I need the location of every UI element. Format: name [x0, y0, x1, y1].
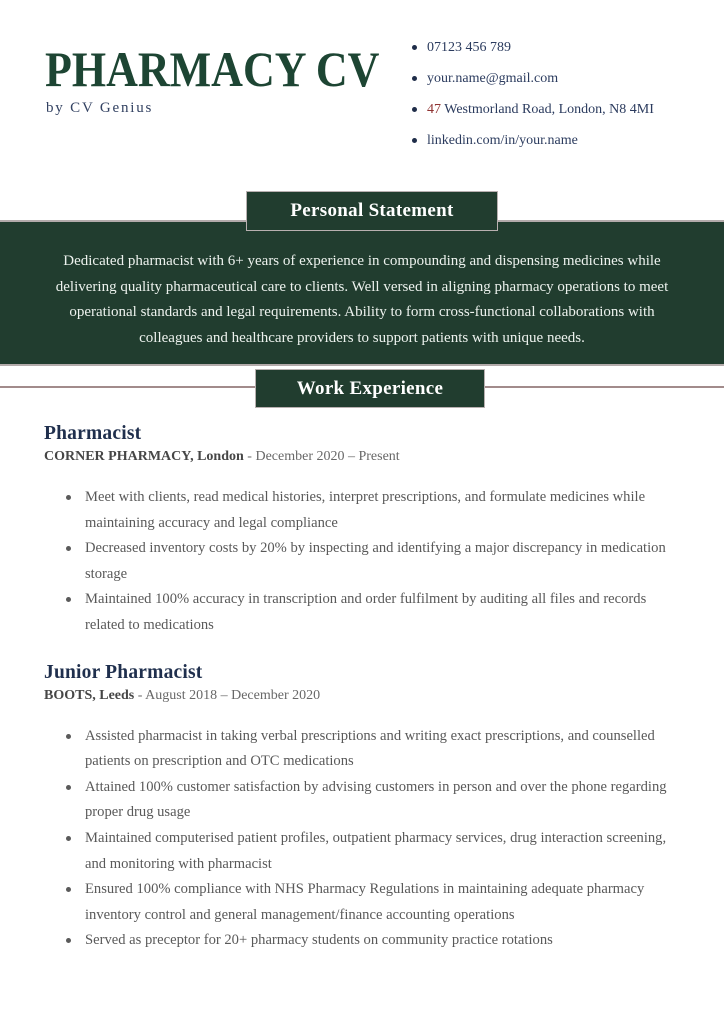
bullet-item: Assisted pharmacist in taking verbal prescriptions and writing exact prescriptions, and counselled patients on prescription and OTC medications	[44, 724, 686, 775]
job-entry-junior-pharmacist	[44, 661, 686, 954]
statement-line: delivering quality pharmaceutical care to clients. Well versed in aligning pharmacy operations to meet	[55, 278, 669, 295]
bullet-item: Served as preceptor for 20+ pharmacy students on community practice rotations	[44, 928, 686, 954]
work-experience-heading-label: Work Experience	[296, 377, 444, 399]
contact-item	[412, 100, 717, 120]
job-company: BOOTS, Leeds	[44, 687, 135, 703]
contact-text	[427, 100, 654, 120]
job-company: CORNER PHARMACY, London	[44, 449, 244, 464]
contact-item	[412, 131, 717, 151]
job-meta	[44, 687, 686, 705]
work-experience-heading	[255, 369, 485, 408]
statement-line: colleagues and healthcare providers to support patients with unique needs.	[139, 329, 585, 346]
bullet-icon	[412, 138, 417, 143]
job-entry-pharmacist	[44, 422, 686, 639]
bullet-icon	[412, 76, 417, 81]
page-subtitle: by CV Genius	[46, 100, 154, 116]
job-dates: - December 2020 – Present	[243, 449, 400, 464]
job-list	[44, 406, 686, 954]
contact-text	[427, 69, 558, 89]
bullet-item: Attained 100% customer satisfaction by advising customers in person and over the phone regarding proper drug usage	[44, 775, 686, 826]
page-title: PHARMACY CV	[45, 41, 380, 97]
contact-list	[412, 38, 717, 162]
personal-statement-heading	[246, 191, 498, 231]
contact-value: Westmorland Road, London, N8 4MI	[441, 102, 654, 117]
job-meta	[44, 448, 686, 466]
bullet-item: Ensured 100% compliance with NHS Pharmacy Regulations in maintaining adequate pharmacy inventory control and general management/finance accounting operations	[44, 877, 686, 928]
bullet-item: Maintained computerised patient profiles, outpatient pharmacy services, drug interaction screening, and monitoring with pharmacist	[44, 826, 686, 877]
job-bullets	[44, 485, 686, 639]
personal-statement-text	[0, 249, 724, 351]
contact-text	[427, 38, 511, 58]
bullet-icon	[412, 45, 417, 50]
contact-item	[412, 38, 717, 58]
contact-number-accent: 47	[427, 102, 441, 117]
personal-statement-heading-label: Personal Statement	[290, 200, 454, 221]
bullet-icon	[412, 107, 417, 112]
statement-line: operational standards and legal requirements. Ability to form cross-functional collaborations with	[69, 304, 655, 321]
contact-value: linkedin.com/in/your.name	[427, 133, 578, 148]
contact-item	[412, 69, 717, 89]
bullet-item: Maintained 100% accuracy in transcription and order fulfilment by auditing all files and records related to medications	[44, 587, 686, 638]
bullet-item: Meet with clients, read medical histories, interpret prescriptions, and formulate medicines while maintaining accuracy and legal compliance	[44, 485, 686, 536]
job-bullets	[44, 724, 686, 954]
statement-line: Dedicated pharmacist with 6+ years of experience in compounding and dispensing medicines while	[63, 253, 661, 269]
contact-text	[427, 131, 578, 151]
contact-value: 07123 456 789	[427, 40, 511, 55]
personal-statement-block	[0, 220, 724, 366]
bullet-item: Decreased inventory costs by 20% by inspecting and identifying a major discrepancy in medication storage	[44, 536, 686, 587]
contact-value: your.name@gmail.com	[427, 71, 559, 86]
job-title: Junior Pharmacist	[44, 661, 203, 683]
job-title: Pharmacist	[44, 423, 142, 444]
job-dates: - August 2018 – December 2020	[134, 687, 321, 703]
